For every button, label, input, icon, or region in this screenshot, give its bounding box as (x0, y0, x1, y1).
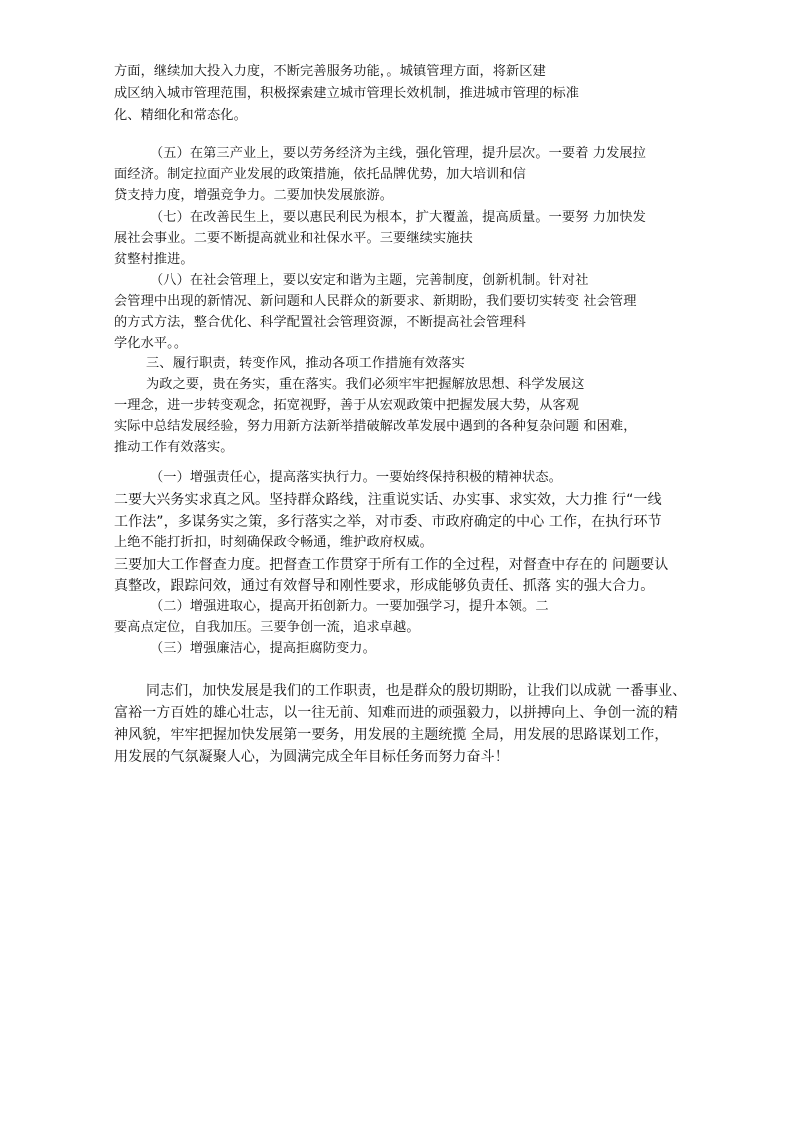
text-line: 推动工作有效落实。 (114, 440, 234, 455)
text-line: 化、精细化和常态化。 (114, 108, 247, 123)
section-heading: 三、履行职责，转变作风，推动各项工作措施有效落实 (146, 356, 465, 371)
text-line: 用发展的气氛凝聚人心，为圆满完成全年目标任务而努力奋斗！ (114, 749, 509, 765)
text-line: 面经济。制定拉面产业发展的政策措施，依托品牌优势，加大培训和信 (114, 167, 526, 182)
text-line: 贷支持力度，增强竞争力。二要加快发展旅游。 (114, 188, 394, 203)
text-line: （三）增强廉洁心，提高拒腐防变力。 (150, 641, 376, 656)
text-line: 富裕一方百姓的雄心壮志，以一往无前、知难而进的顽强毅力，以拼搏向上、争创一流的精 (114, 705, 678, 721)
text-line: 贫整村推进。 (114, 252, 194, 267)
text-line: （七）在改善民生上，要以惠民利民为根本，扩大覆盖，提高质量。一要努 力加快发 (150, 210, 646, 225)
text-line: （一）增强责任心，提高落实执行力。一要始终保持积极的精神状态。 (150, 470, 562, 485)
text-line: 的方式方法，整合优化、科学配置社会管理资源，不断提高社会管理科 (114, 315, 526, 330)
text-line: 会管理中出现的新情况、新问题和人民群众的新要求、新期盼，我们要切实转变 社会管理 (114, 294, 637, 309)
text-line: （五）在第三产业上，要以劳务经济为主线，强化管理，提升层次。一要着 力发展拉 (150, 146, 646, 161)
text-line: 工作法”，多谋务实之策，多行落实之举，对市委、市政府确定的中心 工作，在执行环节 (114, 514, 662, 530)
text-line: 为政之要，贵在务实，重在落实。我们必须牢牢把握解放思想、科学发展这 (146, 377, 585, 392)
text-line: （八）在社会管理上，要以安定和谐为主题，完善制度，创新机制。针对社 (150, 273, 589, 288)
text-line: 要高点定位，自我加压。三要争创一流，追求卓越。 (114, 620, 420, 635)
text-line: 神风貌，牢牢把握加快发展第一要务，用发展的主题统揽 全局，用发展的思路谋划工作， (114, 727, 669, 743)
text-line: （二）增强进取心，提高开拓创新力。一要加强学习，提升本领。二 (150, 599, 549, 614)
text-line: 展社会事业。二要不断提高就业和社保水平。三要继续实施扶 (114, 231, 473, 246)
text-line: 同志们，加快发展是我们的工作职责，也是群众的殷切期盼，让我们以成就 一番事业、 (146, 683, 687, 699)
text-line: 真整改，跟踪问效，通过有效督导和刚性要求，形成能够负责任、抓落 实的强大合力。 (114, 578, 655, 594)
text-line: 实际中总结发展经验，努力用新方法新举措破解改革发展中遇到的各种复杂问题 和困难， (114, 419, 637, 434)
text-line: 上绝不能打折扣，时刻确保政令畅通，维护政府权威。 (114, 535, 433, 550)
text-line: 学化水平。。 (114, 336, 188, 351)
text-line: 二要大兴务实求真之风。坚持群众路线，注重说实话、办实事、求实效，大力推 行“一线 (114, 492, 662, 508)
text-line: 三要加大工作督查力度。把督查工作贯穿于所有工作的全过程，对督查中存在的 问题要认 (114, 557, 669, 573)
text-line: 成区纳入城市管理范围，积极探索建立城市管理长效机制，推进城市管理的标准 (114, 86, 580, 101)
text-line: 一理念，进一步转变观念，拓宽视野，善于从宏观政策中把握发展大势，从客观 (114, 398, 580, 413)
text-line: 方面，继续加大投入力度，不断完善服务功能，。城镇管理方面，将新区建 (114, 64, 546, 79)
